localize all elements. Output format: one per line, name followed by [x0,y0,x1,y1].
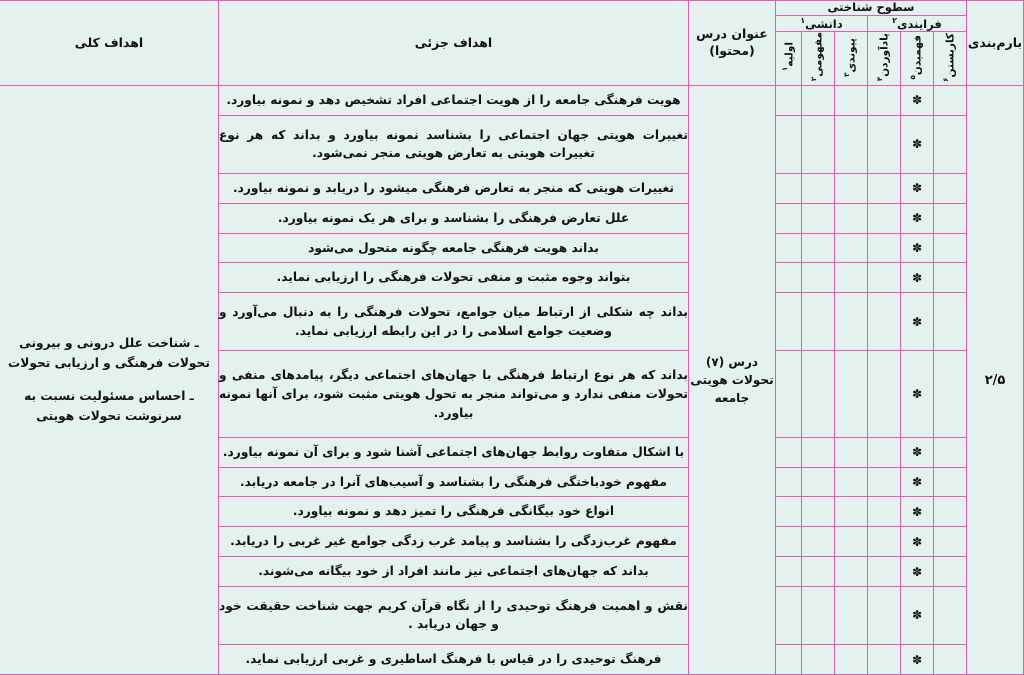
header-level-relational-label: پیوندی [845,37,858,72]
cell-mark-relational[interactable] [835,437,868,467]
cell-mark-conceptual[interactable] [802,263,835,293]
cell-mark-remembering[interactable] [868,293,901,351]
cell-mark-relational[interactable] [835,467,868,497]
header-level-understanding-label: فهمیدن [911,34,924,75]
header-level-applying-sup: ۶ [941,77,951,82]
cell-mark-relational[interactable] [835,586,868,644]
header-group-process [868,15,967,32]
header-level-understanding [901,32,934,86]
header-level-primary-sup: ۱ [779,67,789,72]
cell-minor-objective: بداند چه شکلی از ارتباط میان جوامع، تحولات فرهنگی را به دنبال می‌آورد و وضعیت جوامع اسلامی را در این رابطه ارزیابی نماید. [218,293,688,351]
cell-minor-objective: مفهوم غرب‌زدگی را بشناسد و پیامد غرب زدگی جوامع غیر غربی را دریابد. [218,527,688,557]
cell-scoring-value: ۲/۵ [967,86,1024,675]
header-level-conceptual-sup: ۲ [809,77,819,82]
cell-minor-objective: فرهنگ توحیدی را در قیاس با فرهنگ اساطیری و غربی ارزیابی نماید. [218,645,688,675]
header-group-knowledge-sup: ۱ [800,15,806,25]
cell-mark-primary[interactable] [775,86,801,116]
cell-mark-primary[interactable] [775,497,801,527]
cell-mark-conceptual[interactable] [802,527,835,557]
cell-mark-conceptual[interactable] [802,437,835,467]
header-level-conceptual-label: مفهومی [812,32,825,78]
cell-mark-applying[interactable] [934,86,967,116]
header-minor-objectives: اهداف جزئی [218,1,688,86]
table-header [0,1,1024,86]
cell-mark-understanding[interactable]: ✽ [901,527,934,557]
cell-mark-primary[interactable] [775,263,801,293]
lesson-title-line2: تحولات هویتی [690,373,774,388]
cell-mark-conceptual[interactable] [802,173,835,203]
cell-mark-primary[interactable] [775,203,801,233]
cell-mark-understanding[interactable]: ✽ [901,467,934,497]
cell-mark-remembering[interactable] [868,527,901,557]
lesson-title-line3: جامعه [714,391,750,406]
cell-mark-understanding[interactable]: ✽ [901,351,934,437]
header-group-process-sup: ۲ [892,15,897,25]
cell-mark-applying[interactable] [934,467,967,497]
cell-mark-primary[interactable] [775,645,801,675]
cell-mark-understanding[interactable]: ✽ [901,557,934,587]
cell-mark-applying[interactable] [934,437,967,467]
cell-mark-conceptual[interactable] [802,586,835,644]
cell-mark-primary[interactable] [775,233,801,263]
cell-mark-conceptual[interactable] [802,497,835,527]
cell-minor-objective: بداند که هر نوع ارتباط فرهنگی با جهان‌های اجتماعی دیگر، پیامدهای منفی و تحولات منفی ندارد و می‌تواند منجر به تحول هویتی مثبت شود، برای آنها نمونه بیاورد. [218,351,688,437]
header-level-remembering-sup: ۴ [875,76,885,82]
cell-mark-primary[interactable] [775,293,801,351]
cell-mark-applying[interactable] [934,497,967,527]
cell-mark-primary[interactable] [775,527,801,557]
cell-minor-objective: مفهوم خودباختگی فرهنگی را بشناسد و آسیب‌های آنرا در جامعه دریابد. [218,467,688,497]
major-objective-item-1: ـ شناخت علل درونی و بیرونی تحولات فرهنگی و ارزیابی تحولات [8,335,210,370]
cell-mark-remembering[interactable] [868,586,901,644]
cell-mark-primary[interactable] [775,557,801,587]
header-row-1 [0,1,1024,16]
header-major-objectives: اهداف کلی [0,1,218,86]
cell-mark-remembering[interactable] [868,467,901,497]
cell-mark-relational[interactable] [835,233,868,263]
cell-mark-primary[interactable] [775,586,801,644]
cell-major-objectives [0,86,218,675]
cell-mark-understanding[interactable]: ✽ [901,233,934,263]
cell-mark-applying[interactable] [934,173,967,203]
cell-mark-remembering[interactable] [868,203,901,233]
cell-mark-understanding[interactable]: ✽ [901,203,934,233]
cell-mark-conceptual[interactable] [802,203,835,233]
header-level-applying [934,32,967,86]
header-level-relational [835,32,868,86]
header-level-understanding-sup: ۵ [908,74,918,80]
cell-minor-objective: نقش و اهمیت فرهنگ توحیدی را از نگاه قرآن کریم جهت شناخت حقیقت خود و جهان دریابد . [218,586,688,644]
header-group-knowledge [775,15,867,32]
cell-mark-primary[interactable] [775,467,801,497]
cell-mark-remembering[interactable] [868,557,901,587]
cell-mark-relational[interactable] [835,293,868,351]
header-level-remembering-label: یادآوردن [878,32,891,77]
cell-mark-remembering[interactable] [868,351,901,437]
cell-mark-primary[interactable] [775,173,801,203]
cell-minor-objective: بتواند وجوه مثبت و منفی تحولات فرهنگی را ارزیابی نماید. [218,263,688,293]
cell-mark-remembering[interactable] [868,645,901,675]
cell-minor-objective: تغییرات هویتی که منجر به تعارض فرهنگی میشود را دریابد و نمونه بیاورد. [218,173,688,203]
cell-mark-understanding[interactable]: ✽ [901,586,934,644]
cell-mark-relational[interactable] [835,527,868,557]
cell-mark-conceptual[interactable] [802,557,835,587]
cell-minor-objective: بداند که جهان‌های اجتماعی نیز مانند افراد از خود بیگانه می‌شوند. [218,557,688,587]
cell-mark-remembering[interactable] [868,263,901,293]
header-level-relational-sup: ۳ [842,72,852,77]
header-level-conceptual [802,32,835,86]
header-scoring: بارم‌بندی [967,1,1024,86]
header-group-knowledge-label: دانشی [805,16,843,31]
cell-minor-objective: هویت فرهنگی جامعه را از هویت اجتماعی افراد تشخیص دهد و نمونه بیاورد. [218,86,688,116]
cell-mark-relational[interactable] [835,645,868,675]
cell-minor-objective: بداند هویت فرهنگی جامعه چگونه متحول می‌شود [218,233,688,263]
header-level-primary [775,32,801,86]
cell-mark-remembering[interactable] [868,497,901,527]
cell-mark-conceptual[interactable] [802,115,835,173]
cell-mark-understanding[interactable]: ✽ [901,645,934,675]
cell-mark-applying[interactable] [934,645,967,675]
cell-mark-relational[interactable] [835,173,868,203]
cell-mark-remembering[interactable] [868,173,901,203]
header-level-primary-label: اولیه [783,42,796,68]
cell-minor-objective: علل تعارض فرهنگی را بشناسد و برای هر یک نمونه بیاورد. [218,203,688,233]
cell-mark-applying[interactable] [934,586,967,644]
cell-mark-conceptual[interactable] [802,86,835,116]
cell-mark-relational[interactable] [835,351,868,437]
cell-mark-remembering[interactable] [868,437,901,467]
table-body [0,86,1024,675]
cell-mark-remembering[interactable] [868,115,901,173]
cell-mark-remembering[interactable] [868,233,901,263]
cell-mark-conceptual[interactable] [802,467,835,497]
cell-mark-applying[interactable] [934,203,967,233]
cell-mark-understanding[interactable]: ✽ [901,115,934,173]
cell-minor-objective: با اشکال متفاوت روابط جهان‌های اجتماعی آشنا شود و برای آن نمونه بیاورد. [218,437,688,467]
cell-mark-applying[interactable] [934,115,967,173]
cell-mark-applying[interactable] [934,263,967,293]
cell-mark-primary[interactable] [775,437,801,467]
table-row [0,86,1024,116]
cell-mark-conceptual[interactable] [802,233,835,263]
cell-mark-applying[interactable] [934,527,967,557]
cell-mark-understanding[interactable]: ✽ [901,263,934,293]
cell-mark-understanding[interactable]: ✽ [901,86,934,116]
cell-mark-relational[interactable] [835,497,868,527]
cell-mark-understanding[interactable]: ✽ [901,293,934,351]
cell-mark-understanding[interactable]: ✽ [901,173,934,203]
cell-mark-applying[interactable] [934,351,967,437]
cell-mark-relational[interactable] [835,115,868,173]
cell-mark-applying[interactable] [934,233,967,263]
header-group-process-label: فرایندی [896,16,942,31]
header-lesson-title-line1: عنوان درس [696,26,768,42]
major-objective-item-2: ـ احساس مسئولیت نسبت به سرنوشت تحولات هویتی [24,389,194,423]
cell-mark-primary[interactable] [775,115,801,173]
major-objectives-spacer [0,373,218,387]
cell-minor-objective: تغییرات هویتی جهان اجتماعی را بشناسد نمونه بیاورد و بداند که هر نوع تغییرات هویتی به تعارض هویتی منجر نمی‌شود. [218,115,688,173]
cell-minor-objective: انواع خود بیگانگی فرهنگی را تمیز دهد و نمونه بیاورد. [218,497,688,527]
cell-lesson-title [688,86,775,675]
cell-mark-understanding[interactable]: ✽ [901,497,934,527]
cell-mark-relational[interactable] [835,203,868,233]
cell-mark-relational[interactable] [835,86,868,116]
cell-mark-relational[interactable] [835,263,868,293]
cell-mark-understanding[interactable]: ✽ [901,437,934,467]
cell-mark-applying[interactable] [934,557,967,587]
lesson-title-line1: درس (۷) [705,355,759,370]
cell-mark-conceptual[interactable] [802,293,835,351]
cell-mark-remembering[interactable] [868,86,901,116]
header-cognitive-levels: سطوح شناختی [775,1,966,16]
header-level-remembering [868,32,901,86]
cell-mark-conceptual[interactable] [802,645,835,675]
header-level-applying-label: کاربستن [944,32,957,77]
header-lesson-title-line2: (محتوا) [709,43,755,59]
cell-mark-applying[interactable] [934,293,967,351]
header-lesson-title [688,1,775,86]
cell-mark-conceptual[interactable] [802,351,835,437]
cell-mark-primary[interactable] [775,351,801,437]
cell-mark-relational[interactable] [835,557,868,587]
